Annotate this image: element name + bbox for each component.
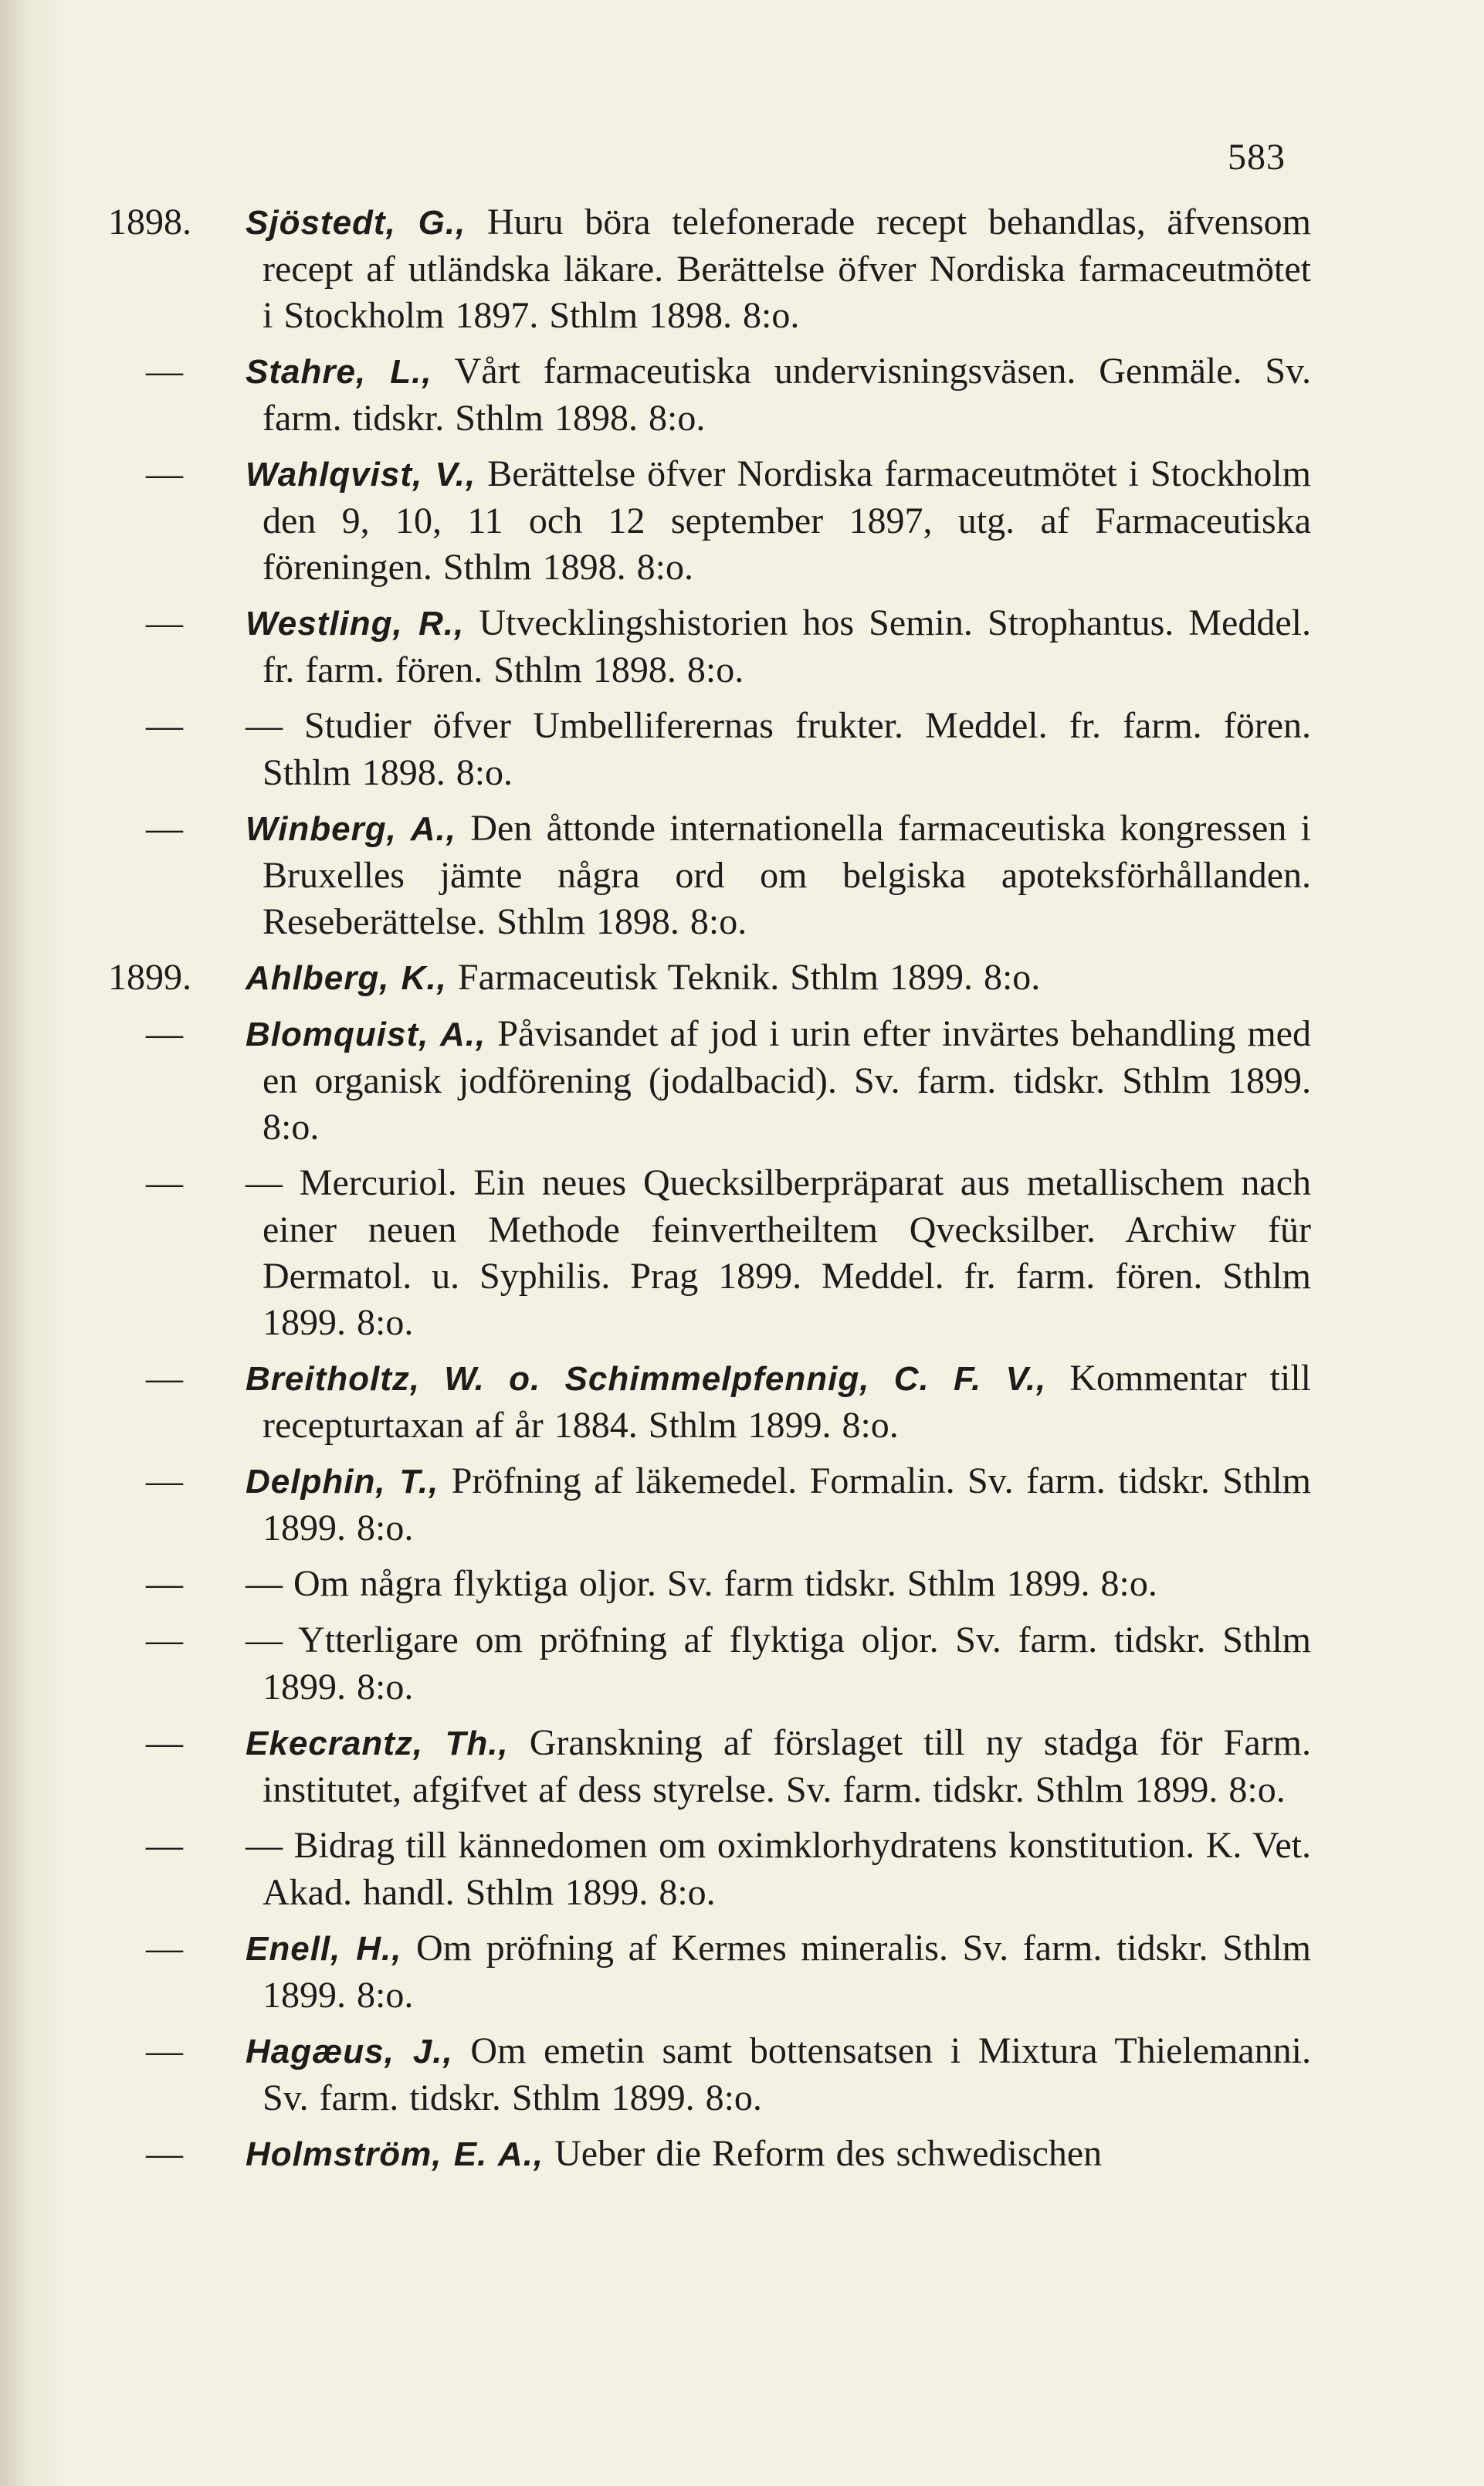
entry-text: Farmaceutisk Teknik. Sthlm 1899. 8:o. (446, 957, 1041, 998)
entry-body (246, 1720, 1311, 1813)
entry-author: Delphin, T., (246, 1463, 439, 1501)
entry-body (246, 2028, 1311, 2121)
entry-author: Stahre, L., (246, 353, 432, 391)
entry-body (246, 348, 1311, 442)
bibliography-entry (0, 1160, 1484, 1346)
bibliography-entry (0, 1617, 1484, 1711)
entry-body (246, 955, 1311, 1002)
entry-author: Hagæus, J., (246, 2033, 453, 2071)
entry-text: Kommentar till recepturtaxan af år 1884. Sthlm 1899. 8:o. (263, 1358, 1311, 1446)
entry-text: — Om några flyktiga oljor. Sv. farm tidskr. Sthlm 1899. 8:o. (246, 1563, 1157, 1604)
entry-body (246, 451, 1311, 591)
entry-body (246, 1160, 1311, 1346)
entry-author: Breitholtz, W. o. Schimmelpfennig, C. F. V., (246, 1360, 1047, 1398)
bibliography-entry (0, 2131, 1484, 2178)
entry-text: Om emetin samt bottensatsen i Mixtura Thielemanni. Sv. farm. tidskr. Sthlm 1899. 8:o. (263, 2030, 1311, 2118)
entry-body (246, 2131, 1311, 2178)
entry-author: Holmström, E. A., (246, 2135, 544, 2173)
entry-dash: — (146, 1825, 183, 1866)
bibliography-entry (0, 805, 1484, 945)
entry-body (246, 1011, 1311, 1151)
entry-dash: — (146, 2133, 183, 2174)
entry-body (246, 600, 1311, 694)
entry-text: — Ytterligare om pröfning af flyktiga oljor. Sv. farm. tidskr. Sthlm 1899. 8:o. (246, 1619, 1311, 1708)
entry-text: Berättelse öfver Nordiska farmaceutmötet i Stockholm den 9, 10, 11 och 12 september 1897, utg. af Farmaceutiska föreningen. Sthlm 1898. 8:o. (263, 453, 1311, 588)
entry-author: Winberg, A., (246, 810, 456, 848)
bibliography-entry (0, 703, 1484, 796)
entry-dash: — (146, 602, 183, 643)
entry-dash: — (146, 1563, 183, 1604)
bibliography-entry (0, 1458, 1484, 1552)
entry-text: Vårt farmaceutiska undervisningsväsen. Genmäle. Sv. farm. tidskr. Sthlm 1898. 8:o. (263, 351, 1311, 439)
entry-dash: — (146, 1722, 183, 1763)
entry-dash: — (146, 808, 183, 849)
entry-author: Sjöstedt, G., (246, 204, 466, 242)
entry-text: — Mercuriol. Ein neues Quecksilberpräparat aus metallischem nach einer neuen Methode feinvertheiltem Qvecksilber. Archiw für Dermatol. u. Syphilis. Prag 1899. Meddel. fr. farm. fören. Sthlm 1899. 8:o. (246, 1162, 1311, 1343)
bibliography-entry (0, 1720, 1484, 1813)
entry-dash: — (146, 1619, 183, 1660)
entry-dash: — (146, 1460, 183, 1501)
entry-dash: — (146, 1013, 183, 1054)
entry-body (246, 1561, 1311, 1608)
bibliography-list (0, 199, 1484, 2187)
entry-body (246, 1355, 1311, 1449)
entry-year: 1899. (108, 957, 191, 998)
entry-dash: — (146, 1928, 183, 1969)
entry-text: — Studier öfver Umbelliferernas frukter. Meddel. fr. farm. fören. Sthlm 1898. 8:o. (246, 705, 1311, 793)
entry-body (246, 805, 1311, 945)
entry-author: Blomquist, A., (246, 1016, 486, 1053)
entry-text: Utvecklingshistorien hos Semin. Strophantus. Meddel. fr. farm. fören. Sthlm 1898. 8:o. (263, 602, 1311, 690)
entry-body (246, 199, 1311, 339)
entry-body (246, 1925, 1311, 2019)
entry-text: — Bidrag till kännedomen om oximklorhydratens konstitution. K. Vet. Akad. handl. Sthlm 1899. 8:o. (246, 1825, 1311, 1913)
entry-author: Ahlberg, K., (246, 959, 447, 997)
entry-body (246, 703, 1311, 796)
entry-body (246, 1823, 1311, 1916)
bibliography-entry (0, 1011, 1484, 1151)
entry-dash: — (146, 453, 183, 494)
entry-year: 1898. (108, 202, 191, 242)
entry-dash: — (146, 351, 183, 392)
entry-author: Wahlqvist, V., (246, 456, 476, 493)
entry-dash: — (146, 1162, 183, 1203)
bibliography-entry (0, 955, 1484, 1002)
entry-body (246, 1458, 1311, 1552)
bibliography-entry (0, 1823, 1484, 1916)
bibliography-entry (0, 348, 1484, 442)
entry-body (246, 1617, 1311, 1711)
bibliography-entry (0, 1561, 1484, 1608)
entry-dash: — (146, 705, 183, 746)
entry-author: Ekecrantz, Th., (246, 1725, 509, 1762)
entry-text: Ueber die Reform des schwedischen (544, 2133, 1103, 2174)
entry-text: Huru böra telefonerade recept behandlas, äfvensom recept af utländska läkare. Berättelse öfver Nordiska farmaceutmötet i Stockholm 1897. Sthlm 1898. 8:o. (263, 202, 1311, 336)
entry-dash: — (146, 2030, 183, 2071)
page-number: 583 (1228, 137, 1286, 178)
entry-text: Granskning af förslaget till ny stadga för Farm. institutet, afgifvet af dess styrelse. Sv. farm. tidskr. Sthlm 1899. 8:o. (263, 1722, 1311, 1810)
bibliography-entry (0, 2028, 1484, 2121)
entry-text: Påvisandet af jod i urin efter invärtes behandling med en organisk jodförening (jodalbacid). Sv. farm. tidskr. Sthlm 1899. 8:o. (263, 1013, 1311, 1148)
entry-author: Westling, R., (246, 605, 465, 643)
entry-text: Pröfning af läkemedel. Formalin. Sv. farm. tidskr. Sthlm 1899. 8:o. (263, 1460, 1311, 1548)
entry-text: Den åttonde internationella farmaceutiska kongressen i Bruxelles jämte några ord om belgiska apoteksförhållanden. Reseberättelse. Sthlm 1898. 8:o. (263, 808, 1311, 942)
entry-author: Enell, H., (246, 1930, 402, 1968)
bibliography-entry (0, 600, 1484, 694)
bibliography-entry (0, 1355, 1484, 1449)
bibliography-entry (0, 451, 1484, 591)
bibliography-entry (0, 1925, 1484, 2019)
entry-dash: — (146, 1358, 183, 1399)
bibliography-entry (0, 199, 1484, 339)
entry-text: Om pröfning af Kermes mineralis. Sv. farm. tidskr. Sthlm 1899. 8:o. (263, 1928, 1311, 2016)
